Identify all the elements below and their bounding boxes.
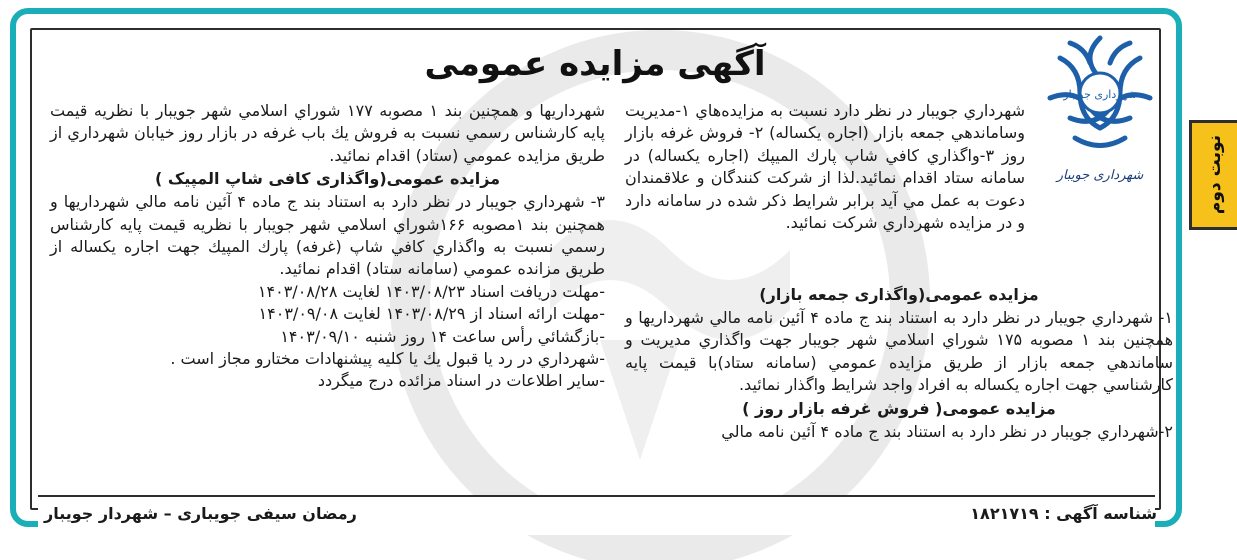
municipality-logo — [1030, 18, 1170, 193]
logo-caption: شهرداری جویبار — [1056, 168, 1144, 183]
deadline-line: -مهلت ارائه اسناد از ۱۴۰۳/۰۸/۲۹ لغايت ۱۴۰۳/۰۹/۰۸ — [258, 304, 605, 324]
item3-paragraph: ۳- شهرداري جويبار در نظر دارد به استناد بند ج ماده ۴ آئين نامه مالي شهرداريها و همچنين بند ۱مصوبه ۱۶۶شوراي اسلامي شهر جويبار با نظريه قيمت پايه كارشناس رسمي نسبت به واگذاري كافي شاپ (غرفه) پارك المپيك جهت اجاره يكساله از طريق مزانده عمومي (سامانه ستاد) اقدام نمائيد. — [50, 192, 605, 279]
edition-badge — [1189, 120, 1237, 230]
ad-identifier: شناسه آگهی : ۱۸۲۱۷۱۹ — [970, 504, 1157, 523]
right-column-intro — [625, 100, 1025, 234]
deadline-line: -مهلت دريافت اسناد ۱۴۰۳/۰۸/۲۳ لغايت ۱۴۰۳/۰۸/۲۸ — [257, 281, 605, 301]
item2-start-paragraph: ۲-شهرداري جويبار در نظر دارد به استناد بند ج ماده ۴ آئين نامه مالي — [721, 421, 1173, 441]
deadline-line: -بازگشائي رأس ساعت ۱۴ روز شنبه ۱۴۰۳/۰۹/۱۰ — [280, 326, 605, 346]
heading-day-market-booth: مزایده عمومی( فروش غرفه بازار روز ) — [742, 398, 1056, 418]
deadline-line: -شهرداري در رد يا قبول يك يا كليه پيشنهادات مختارو مجاز است . — [170, 349, 605, 369]
item1-paragraph: ۱- شهرداري جويبار در نظر دارد به استناد بند ج ماده ۴ آئين نامه مالي شهرداريها و همچنين بند ۱ مصوبه ۱۷۵ شوراي اسلامي شهر جويبار جهت واگذاري مديريت و ساماندهي جمعه بازار از طريق مزايده عمومي (سامانه ستاد)با قيمت پايه كارشناسي جهت اجاره يكساله به افراد واجد شرايط واگذار نمائيد. — [625, 308, 1174, 395]
logo-emblem-icon — [1030, 18, 1170, 168]
right-column-body — [625, 283, 1173, 443]
heading-olympic-coffee-shop: مزایده عمومی(واگذاری کافی شاپ المپیک ) — [154, 169, 501, 189]
page-title: آگهی مزایده عمومی — [424, 44, 766, 84]
deadline-line: -ساير اطلاعات در اسناد مزائده درج ميگردد — [317, 371, 605, 391]
left-column — [50, 100, 605, 393]
logo-emblem-text: شهرداری جویبار — [1063, 88, 1137, 101]
item2-continuation: شهرداريها و همچنين بند ۱ مصوبه ۱۷۷ شوراي اسلامي شهر جويبار با نظريه قيمت پايه كارشناس رسمي نسبت به فروش يك باب غرفه در بازار روز خيابان شهرداري از طريق مزايده عمومي (ستاد) اقدام نمائيد. — [50, 101, 606, 165]
intro-paragraph: شهرداري جويبار در نظر دارد نسبت به مزايده‌هاي ۱-مديريت وساماندهي جمعه بازار (اجاره يكساله) ۲- فروش غرفه بازار روز ۳-واگذاري كافي شاپ پارك الميپك (اجاره يكساله) در سامانه ستاد اقدام نمائيد.لذا از شركت كنندگان و علاقمندان دعوت به عمل مي آيد برابر شرايط ذكر شده در سامانه دارد و در مزايده شهرداري شركت نمائيد. — [625, 101, 1026, 233]
edition-badge-text: نوبت دوم — [1204, 135, 1225, 215]
heading-friday-bazaar: مزایده عمومی(واگذاری جمعه بازار) — [759, 285, 1039, 304]
mayor-signature: رمضان سیفی جویباری – شهردار جویبار — [44, 504, 357, 523]
